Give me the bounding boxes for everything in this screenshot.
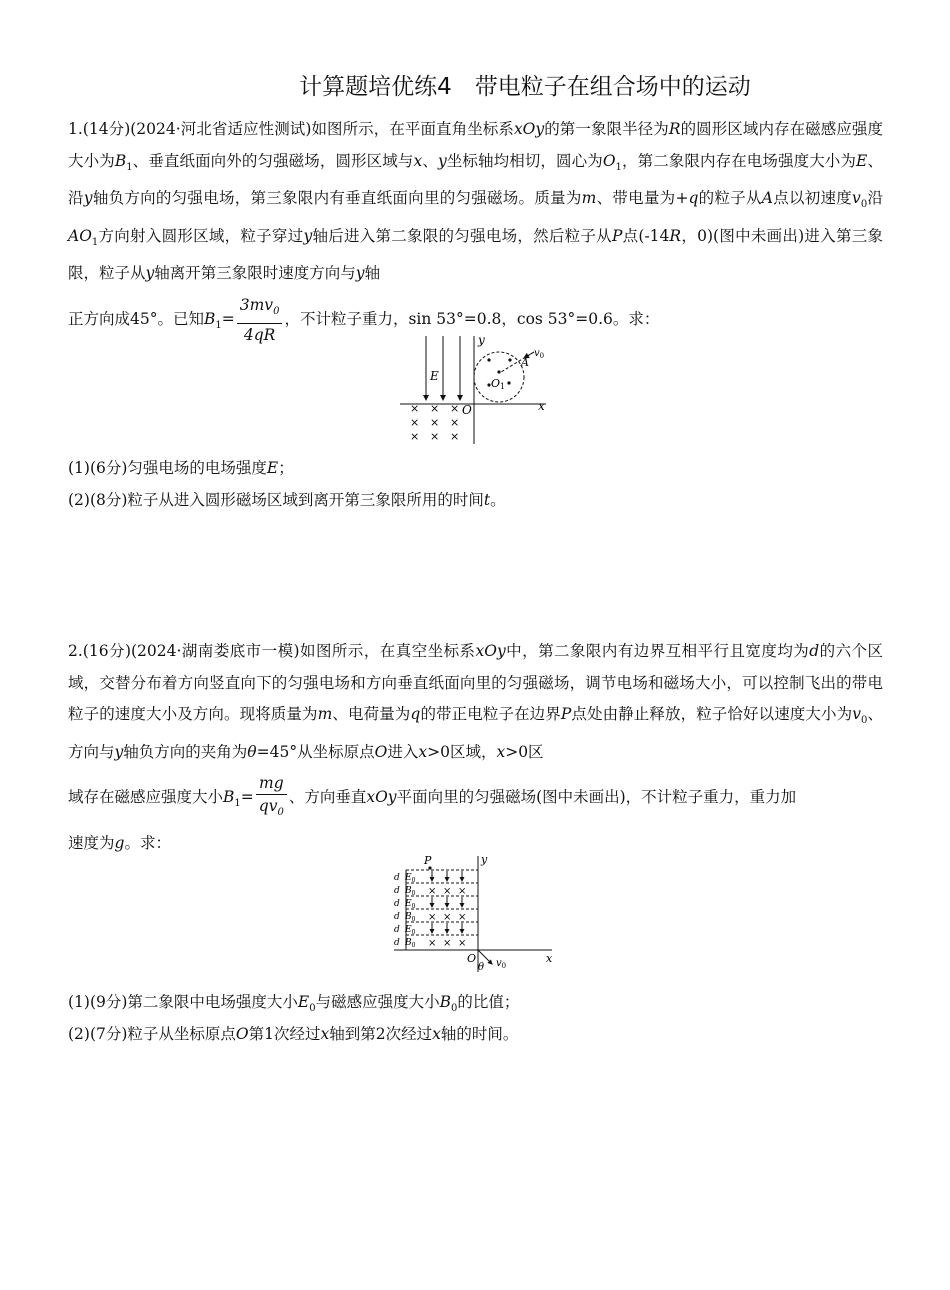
question-1-text: 1.(14分)(2024·河北省适应性测试)如图所示，在平面直角坐标系xOy的第一象限半径为R的圆形区域内存在磁感应强度大小为$B_1$、垂直纸面向外的匀强磁场，圆形区域与x、y坐标轴均相切，圆心为$O_1$，第二象限内存在电场强度大小为E、沿y轴负方向的匀强电场，第三象限内有垂直纸面向里的匀强磁场。质量为m、带电量为+q的粒子从A点以初速度$v_0$沿$AO_1$方向射入圆形区域，粒子穿过y轴后进入第二象限的匀强电场，然后粒子从P点(-14R，0)(图中未画出)进入第三象限，粒子从y轴离开第三象限时速度方向与y轴 正方向成45°。已知$B_1=$ $\frac{3mv_0}{4qR}$ ，不计粒子重力，sin 53°=0.8，cos 53°=0.6。求：: [68, 120, 883, 344]
page-title: 计算题培优练4 带电粒子在组合场中的运动: [299, 74, 751, 100]
svg-text:×: ×: [410, 430, 420, 443]
x-label: x: [546, 952, 553, 965]
svg-text:d: d: [394, 886, 400, 896]
q1-sub2: (2)(8分)粒子从进入圆形磁场区域到离开第三象限所用的时间t。: [68, 491, 506, 509]
svg-text:d: d: [394, 899, 400, 909]
svg-text:×: ×: [458, 938, 467, 949]
svg-text:d: d: [394, 873, 400, 883]
v0-label: $v_0$: [496, 958, 507, 970]
P-label: P: [424, 854, 432, 867]
svg-text:d: d: [394, 912, 400, 922]
v0-label: $v_0$: [534, 348, 545, 360]
svg-text:d: d: [394, 925, 400, 935]
svg-text:E0: $E_0$: [405, 873, 416, 884]
svg-text:×: ×: [428, 886, 437, 897]
svg-text:E0: $E_0$: [405, 899, 416, 910]
y-label: y: [481, 853, 488, 866]
svg-text:×: ×: [443, 912, 452, 923]
q2-sub1: (1)(9分)第二象限中电场强度大小$E_0$与磁感应强度大小$B_0$的比值；: [68, 993, 520, 1015]
svg-text:×: ×: [458, 886, 467, 897]
svg-text:E0: $E_0$: [405, 925, 416, 936]
svg-text:×: ×: [410, 402, 420, 415]
center-O1: [497, 370, 500, 373]
theta-label: θ: [478, 962, 485, 973]
svg-text:B0: $B_0$: [405, 912, 416, 923]
svg-text:×: ×: [428, 912, 437, 923]
svg-text:d: d: [394, 938, 400, 948]
svg-text:×: ×: [450, 402, 460, 415]
dot: [507, 381, 510, 384]
cross-group: [428, 886, 466, 949]
A-label: A: [521, 356, 529, 369]
svg-text:×: ×: [428, 938, 437, 949]
svg-text:B0: $B_0$: [405, 886, 416, 897]
figure-1: [400, 332, 560, 447]
O1-label: O1: [491, 377, 506, 391]
dot: [487, 358, 490, 361]
svg-text:×: ×: [458, 912, 467, 923]
svg-text:×: ×: [443, 938, 452, 949]
q1-fraction: $\frac{3mv_0}{4qR}$: [237, 294, 283, 346]
q2-fraction: $\frac{mg}{qv_0}$: [256, 772, 287, 824]
field-label-E: E: [430, 369, 439, 383]
figure-2: [392, 852, 562, 974]
svg-text:×: ×: [450, 416, 460, 429]
svg-text:B0: $B_0$: [405, 938, 416, 949]
x-label: x: [538, 399, 545, 413]
cross-group: [410, 402, 459, 443]
svg-text:×: ×: [410, 416, 420, 429]
svg-text:×: ×: [450, 430, 460, 443]
origin-label: O: [467, 952, 477, 965]
q2-sub2: (2)(7分)粒子从坐标原点O第1次经过x轴到第2次经过x轴的时间。: [68, 1025, 519, 1043]
q1-sub1: (1)(6分)匀强电场的电场强度E；: [68, 459, 294, 477]
svg-text:×: ×: [443, 886, 452, 897]
svg-text:×: ×: [430, 402, 440, 415]
question-2-text: 2.(16分)(2024·湖南娄底市一模)如图所示，在真空坐标系xOy中，第二象限内有边界互相平行且宽度均为d的六个区域，交替分布着方向竖直向下的匀强电场和方向垂直纸面向里的匀强磁场，调节电场和磁场大小，可以控制飞出的带电粒子的速度大小及方向。现将质量为m、电荷量为q的带正电粒子在边界P点处由静止释放，粒子恰好以速度大小为$v_0$、方向与y轴负方向的夹角为θ=45°从坐标原点O进入x>0区域，x>0区 域存在磁感应强度大小$B_1=$ $\frac{mg}{qv_0}$ 、方向垂直xOy平面向里的匀强磁场(图中未画出)，不计粒子重力，重力加 速度为g。求：: [68, 642, 883, 853]
y-label: y: [478, 333, 485, 347]
svg-text:×: ×: [430, 430, 440, 443]
origin-label: O: [462, 403, 472, 417]
dot: [508, 358, 511, 361]
svg-text:×: ×: [430, 416, 440, 429]
